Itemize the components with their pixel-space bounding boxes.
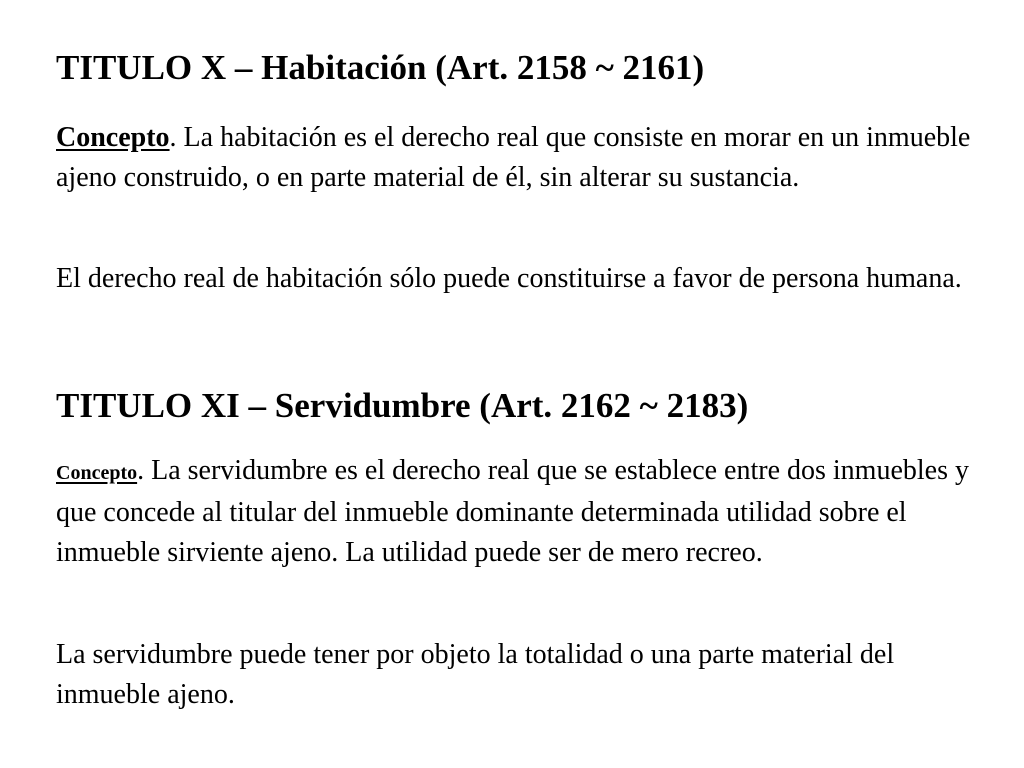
section-x-concept-text: . La habitación es el derecho real que consiste en morar en un inmueble ajeno construido, o en parte material de él, sin alterar su sustancia. (56, 122, 971, 193)
section-xi-concept-paragraph (56, 451, 976, 573)
section-xi-concept-label: Concepto (56, 462, 138, 484)
section-x-paragraph: El derecho real de habitación sólo puede constituirse a favor de persona humana. (56, 263, 962, 294)
section-x-concept-label: Concepto (56, 122, 170, 153)
section-xi-paragraph: La servidumbre puede tener por objeto la totalidad o una parte material del inmueble ajeno. (56, 639, 895, 710)
section-x-title: TITULO X – Habitación (Art. 2158 ~ 2161) (56, 48, 705, 87)
section-xi-title: TITULO XI – Servidumbre (Art. 2162 ~ 2183) (56, 386, 749, 425)
section-xi-concept-text: . La servidumbre es el derecho real que se establece entre dos inmuebles y que concede al titular del inmueble dominante determinada utilidad sobre el inmueble sirviente ajeno. La utilidad puede ser de mero recreo. (56, 455, 969, 568)
section-x-concept-paragraph (56, 118, 976, 198)
